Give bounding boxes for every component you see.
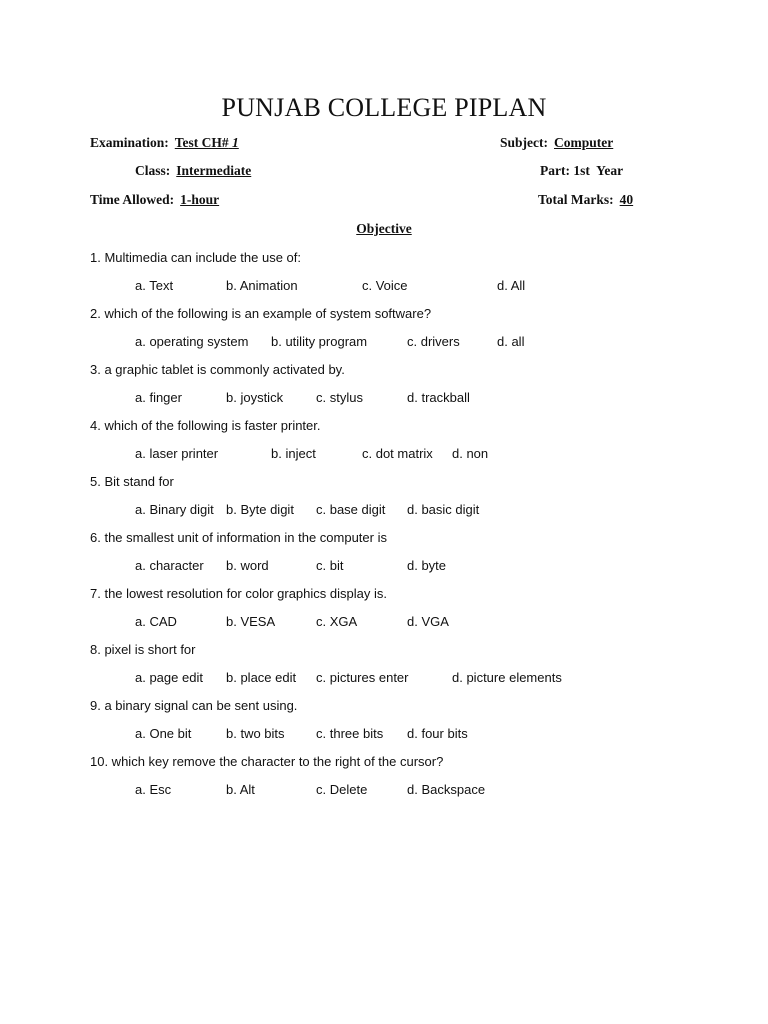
subject-label: Subject: — [500, 135, 548, 150]
answer-option: d. Backspace — [407, 782, 486, 797]
answer-option: b. utility program — [271, 334, 368, 349]
answer-option: a. Esc — [135, 782, 172, 797]
answer-option: b. word — [226, 558, 269, 573]
answer-option: d. all — [497, 334, 525, 349]
question-text: 8. pixel is short for — [90, 642, 196, 657]
answer-option: d. VGA — [407, 614, 449, 629]
answer-option: d. trackball — [407, 390, 470, 405]
answer-option: c. drivers — [407, 334, 460, 349]
section-title: Objective — [356, 221, 412, 236]
answer-option: b. Alt — [226, 782, 255, 797]
answer-option: b. VESA — [226, 614, 276, 629]
answer-option: a. page edit — [135, 670, 203, 685]
answer-option: c. bit — [316, 558, 344, 573]
class-value: Intermediate — [176, 163, 252, 178]
answer-option: b. inject — [271, 446, 316, 461]
time-allowed-value: 1-hour — [180, 192, 220, 207]
answer-option: c. Delete — [316, 782, 368, 797]
question-text: 4. which of the following is faster printer. — [90, 418, 321, 433]
subject-field — [500, 135, 613, 151]
answer-option: d. basic digit — [407, 502, 480, 517]
examination-field — [90, 135, 239, 151]
examination-value-number: 1 — [232, 135, 239, 150]
answer-option: a. finger — [135, 390, 182, 405]
question-text: 9. a binary signal can be sent using. — [90, 698, 298, 713]
answer-option: b. Animation — [226, 278, 298, 293]
time-allowed-label: Time Allowed: — [90, 192, 175, 207]
question-text: 7. the lowest resolution for color graphics display is. — [90, 586, 387, 601]
time-allowed-field — [90, 192, 219, 208]
question-text: 5. Bit stand for — [90, 474, 174, 489]
answer-option: c. base digit — [316, 502, 386, 517]
answer-option: c. three bits — [316, 726, 384, 741]
part-field — [540, 163, 623, 179]
answer-option: d. four bits — [407, 726, 468, 741]
examination-label: Examination: — [90, 135, 169, 150]
class-label: Class: — [135, 163, 171, 178]
answer-option: d. All — [497, 278, 526, 293]
examination-value — [175, 135, 239, 150]
question-text: 3. a graphic tablet is commonly activated by. — [90, 362, 345, 377]
question-text: 1. Multimedia can include the use of: — [90, 250, 302, 265]
answer-option: d. non — [452, 446, 489, 461]
class-field — [135, 163, 251, 179]
question-text: 2. which of the following is an example of system software? — [90, 306, 432, 321]
part-value: 1st Year — [573, 163, 624, 178]
answer-option: a. CAD — [135, 614, 177, 629]
answer-option: a. laser printer — [135, 446, 219, 461]
answer-option: c. stylus — [316, 390, 363, 405]
answer-option: c. Voice — [362, 278, 408, 293]
answer-option: b. two bits — [226, 726, 285, 741]
answer-option: a. Binary digit — [135, 502, 214, 517]
page-title: PUNJAB COLLEGE PIPLAN — [221, 93, 547, 122]
total-marks-value: 40 — [619, 192, 634, 207]
part-label: Part: — [540, 163, 570, 178]
answer-option: a. Text — [135, 278, 174, 293]
answer-option: c. pictures enter — [316, 670, 409, 685]
answer-option: a. One bit — [135, 726, 192, 741]
answer-option: b. Byte digit — [226, 502, 294, 517]
answer-option: b. joystick — [226, 390, 284, 405]
answer-option: d. picture elements — [452, 670, 562, 685]
answer-option: c. XGA — [316, 614, 358, 629]
answer-option: a. character — [135, 558, 204, 573]
total-marks-field — [538, 192, 633, 208]
examination-value-text: Test CH# — [174, 135, 229, 150]
answer-option: d. byte — [407, 558, 447, 573]
question-text: 6. the smallest unit of information in the computer is — [90, 530, 387, 545]
subject-value: Computer — [554, 135, 614, 150]
question-text: 10. which key remove the character to the right of the cursor? — [90, 754, 444, 769]
answer-option: a. operating system — [135, 334, 249, 349]
total-marks-label: Total Marks: — [538, 192, 614, 207]
answer-option: b. place edit — [226, 670, 297, 685]
answer-option: c. dot matrix — [362, 446, 433, 461]
